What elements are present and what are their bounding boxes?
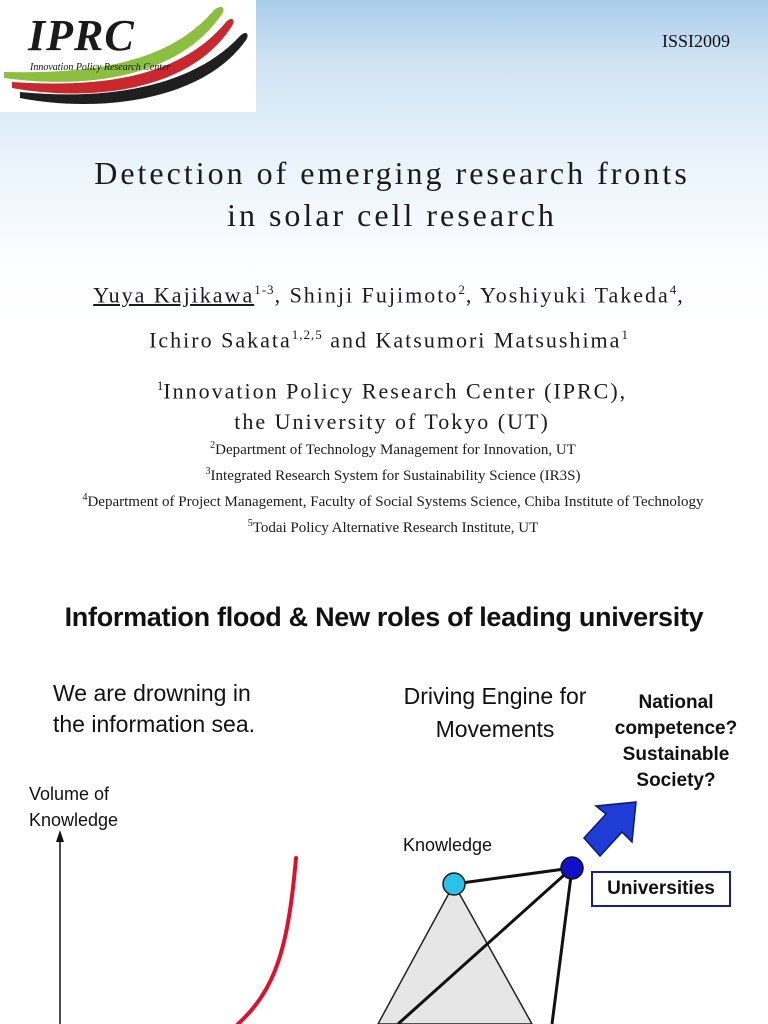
- logo-subtitle: Innovation Policy Research Center: [30, 62, 171, 73]
- affiliation-list: [48, 436, 738, 538]
- knowledge-university-link: [454, 868, 572, 884]
- main-affiliation-line-1: [0, 370, 768, 406]
- author-line-2: [0, 315, 768, 360]
- driving-line-2: Movements: [435, 716, 555, 742]
- iprc-logo: [0, 0, 256, 112]
- main-affiliation-line-2: the University of Tokyo (UT): [234, 409, 550, 435]
- driving-line-1: Driving Engine for: [403, 683, 587, 709]
- knowledge-node: [443, 873, 465, 895]
- author-sakata: Ichiro Sakata: [149, 327, 292, 353]
- author-separator: ,: [677, 282, 685, 308]
- knowledge-label: Knowledge: [403, 835, 493, 855]
- author-line-1: [0, 270, 768, 315]
- affiliation-text: Department of Project Management, Faculty of Social Systems Science, Chiba Institute of Technology: [87, 494, 704, 510]
- knowledge-growth-curve: [238, 858, 296, 1024]
- slide2-title: Information flood & New roles of leading university: [64, 602, 704, 632]
- drowning-line-1: We are drowning in: [53, 680, 251, 706]
- y-axis-label-line-1: Volume of: [29, 784, 110, 804]
- author-matsushima: and Katsumori Matsushima: [322, 327, 622, 353]
- main-affiliation: [0, 370, 768, 437]
- driving-engine-caption: [390, 680, 600, 746]
- author-fujimoto-sup: 2: [458, 282, 466, 297]
- author-fujimoto: , Shinji Fujimoto: [274, 282, 459, 308]
- conference-label: ISSI2009: [661, 31, 730, 51]
- affiliation-sup: 5: [247, 518, 253, 529]
- author-list: [0, 270, 768, 361]
- paper-title: [0, 152, 768, 236]
- universities-box: Universities: [591, 871, 731, 907]
- national-line-1: National: [638, 692, 714, 713]
- affiliation-text: Integrated Research System for Sustainability Science (IR3S): [210, 468, 581, 484]
- information-flood-slide: [0, 580, 768, 1024]
- drowning-line-2: the information sea.: [53, 711, 256, 737]
- author-takeda: , Yoshiyuki Takeda: [465, 282, 670, 308]
- up-right-arrow-icon: [584, 802, 636, 856]
- title-line-1: Detection of emerging research fronts: [94, 155, 690, 191]
- national-line-2: competence?: [614, 718, 738, 739]
- affiliation-text: Department of Technology Management for Innovation, UT: [215, 442, 576, 458]
- affiliation-item: [48, 462, 738, 486]
- author-takeda-sup: 4: [669, 282, 678, 297]
- affiliation-item: [48, 514, 738, 538]
- affiliation-text: Todai Policy Alternative Research Institute, UT: [252, 520, 539, 536]
- author-matsushima-sup: 1: [621, 327, 629, 343]
- affiliation-sup: 3: [205, 466, 211, 477]
- drowning-caption: [53, 678, 255, 740]
- y-axis-label-line-2: Knowledge: [29, 810, 119, 830]
- author-sakata-sup: 1,2,5: [291, 327, 323, 343]
- y-axis-label: [29, 781, 118, 833]
- affiliation-item: [48, 436, 738, 460]
- university-node: [561, 857, 583, 879]
- affiliation-sup: 2: [210, 440, 216, 451]
- author-kajikawa-sup: 1-3: [254, 282, 275, 297]
- university-vertical-line: [552, 868, 572, 1024]
- title-line-2: in solar cell research: [227, 197, 557, 233]
- author-kajikawa: Yuya Kajikawa: [93, 282, 255, 308]
- national-competence-caption: [600, 690, 752, 794]
- knowledge-cone: [378, 884, 532, 1024]
- main-affiliation-sup: 1: [156, 378, 164, 393]
- logo-text: IPRC: [28, 11, 135, 60]
- main-affiliation-text-1: Innovation Policy Research Center (IPRC),: [163, 378, 628, 404]
- affiliation-item: [48, 488, 738, 512]
- national-line-3: Sustainable: [622, 744, 730, 765]
- national-line-4: Society?: [636, 770, 716, 791]
- affiliation-sup: 4: [82, 492, 88, 503]
